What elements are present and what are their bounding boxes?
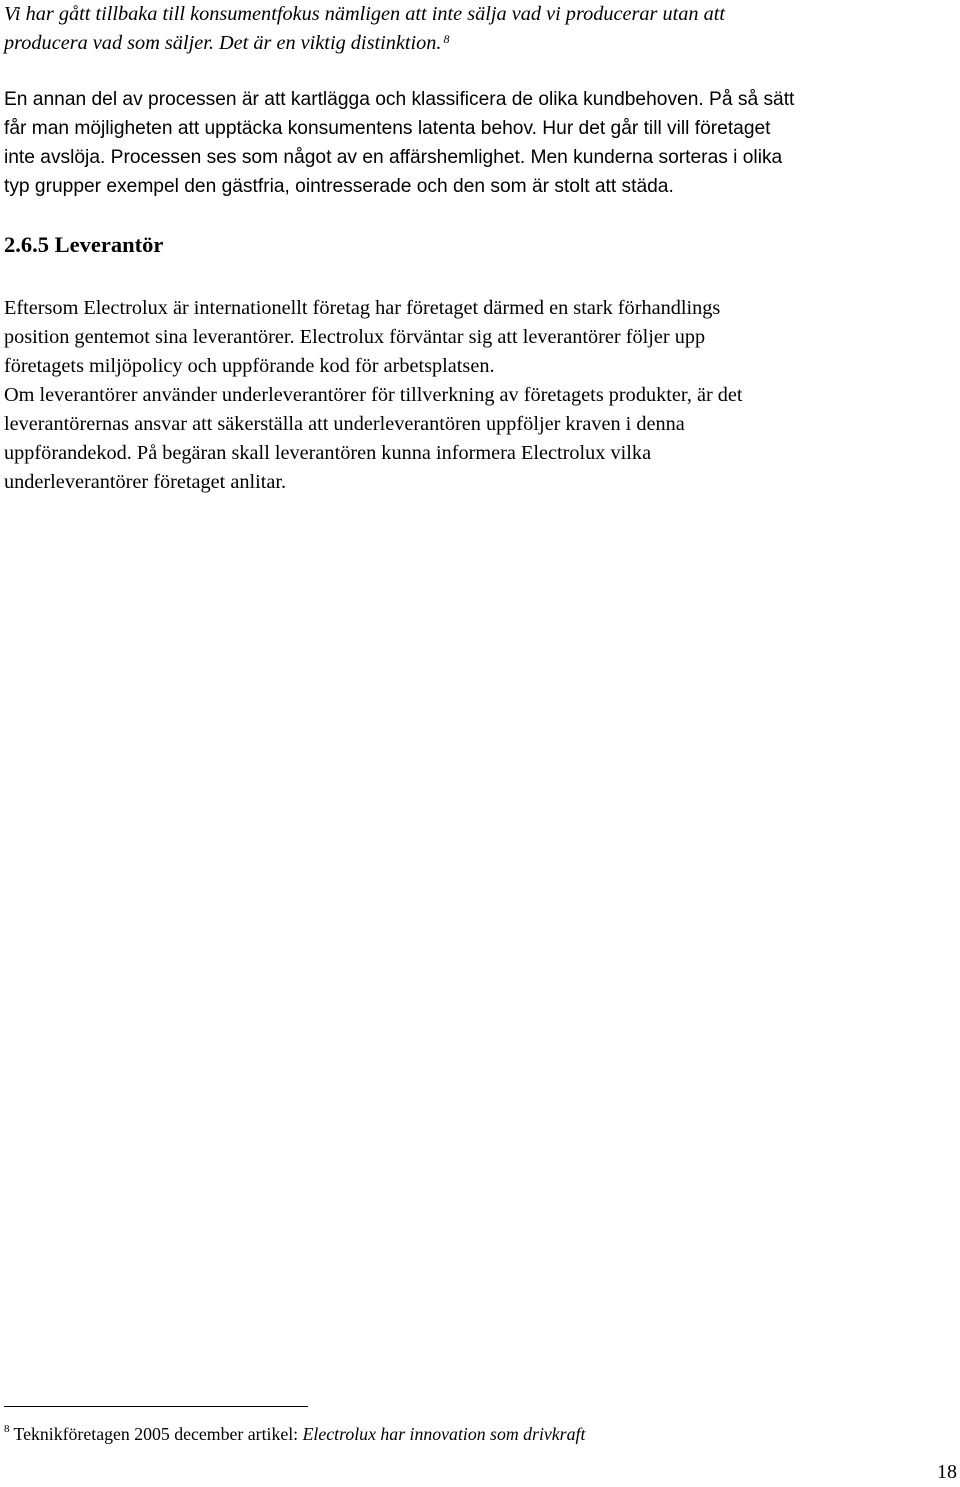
footnote-reference[interactable]: 8 bbox=[443, 32, 450, 46]
intro-line-text: producera vad som säljer. Det är en viktig distinktion. bbox=[4, 32, 442, 54]
footnote-number: 8 bbox=[4, 1423, 10, 1435]
paragraph-line: En annan del av processen är att kartlägga och klassificera de olika kundbehoven. På så sätt bbox=[4, 89, 795, 110]
paragraph-line: får man möjligheten att upptäcka konsumentens latenta behov. Hur det går till vill företaget bbox=[4, 118, 771, 139]
section-heading: 2.6.5 Leverantör bbox=[4, 232, 164, 257]
footnote-text: Teknikföretagen 2005 december artikel: bbox=[13, 1424, 303, 1444]
footnote-article-title: Electrolux har innovation som drivkraft bbox=[302, 1424, 586, 1444]
paragraph-line: Eftersom Electrolux är internationellt företag har företaget därmed en stark förhandlings bbox=[4, 297, 721, 319]
paragraph-line: leverantörernas ansvar att säkerställa att underleverantören uppföljer kraven i denna bbox=[4, 413, 685, 435]
paragraph-suppliers bbox=[4, 294, 956, 497]
intro-line bbox=[4, 29, 956, 58]
paragraph-line: position gentemot sina leverantörer. Electrolux förväntar sig att leverantörer följer upp bbox=[4, 326, 706, 348]
paragraph-line: Om leverantörer använder underleverantörer för tillverkning av företagets produkter, är det bbox=[4, 384, 743, 406]
paragraph-line: underleverantörer företaget anlitar. bbox=[4, 471, 287, 493]
paragraph-line: typ grupper exempel den gästfria, ointresserade och den som är stolt att städa. bbox=[4, 176, 674, 197]
intro-quote bbox=[4, 0, 956, 58]
paragraph-customer-needs bbox=[4, 85, 956, 201]
paragraph-line: företagets miljöpolicy och uppförande kod för arbetsplatsen. bbox=[4, 355, 495, 377]
page-number: 18 bbox=[937, 1461, 957, 1483]
paragraph-line: uppförandekod. På begäran skall leverantören kunna informera Electrolux vilka bbox=[4, 442, 652, 464]
footnote bbox=[4, 1422, 585, 1446]
paragraph-line: inte avslöja. Processen ses som något av en affärshemlighet. Men kunderna sorteras i olika bbox=[4, 147, 783, 168]
intro-line: Vi har gått tillbaka till konsumentfokus nämligen att inte sälja vad vi producerar utan att bbox=[4, 3, 726, 25]
footnote-divider bbox=[4, 1406, 308, 1407]
